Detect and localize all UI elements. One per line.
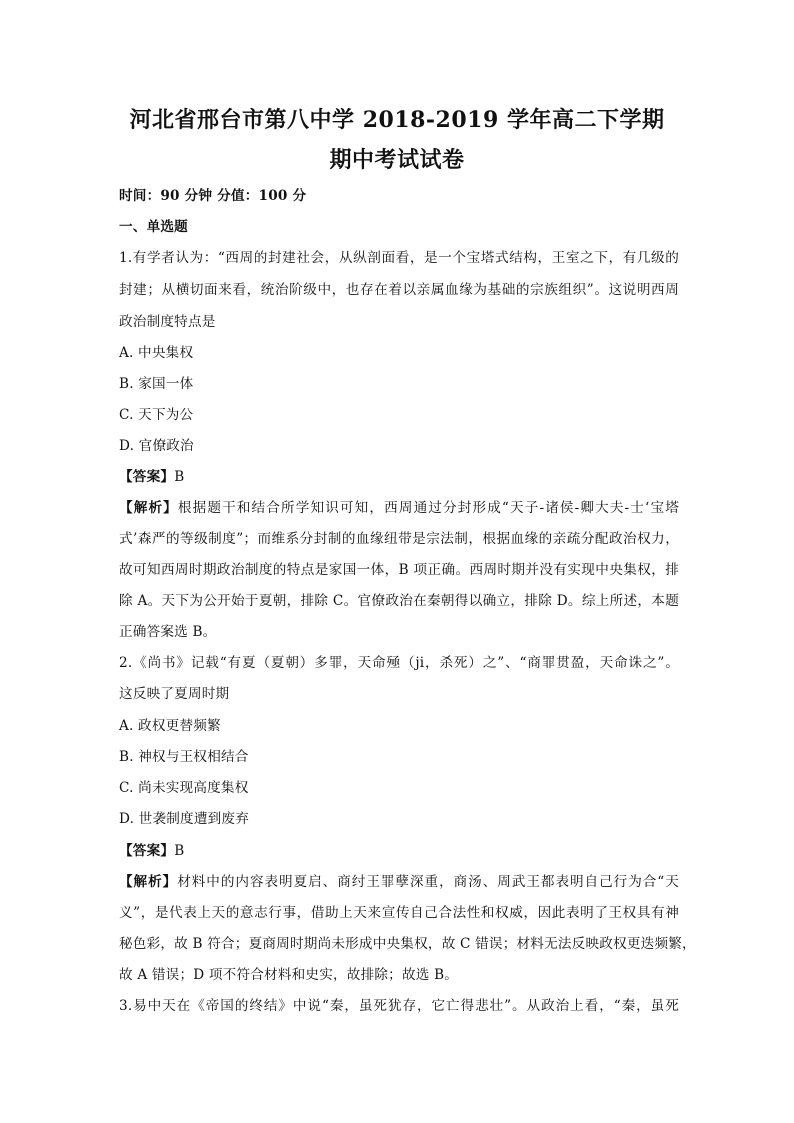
q2-analysis-line-2: 义”，是代表上天的意志行事，借助上天来宣传自己合法性和权威，因此表明了王权具有神	[119, 905, 679, 921]
q1-option-a: A. 中央集权	[119, 345, 194, 361]
q2-stem-line-2: 这反映了夏周时期	[119, 686, 230, 702]
q1-option-d: D. 官僚政治	[119, 438, 194, 454]
q1-analysis-line-4: 除 A。天下为公开始于夏朝，排除 C。官僚政治在秦朝得以确立，排除 D。综上所述，本题	[119, 593, 679, 609]
q1-analysis-line-1	[119, 498, 679, 518]
answer-value: B	[174, 843, 185, 859]
exam-subtitle: 期中考试试卷	[329, 147, 465, 173]
q2-answer	[119, 841, 679, 861]
q2-stem-line-1: 2.《尚书》记载“有夏（夏朝）多罪，天命殛（ji，杀死）之”、“商罪贯盈，天命诛之”。	[119, 655, 679, 671]
q2-option-d: D. 世袭制度遭到废弃	[119, 811, 250, 827]
answer-value: B	[174, 469, 185, 485]
q1-stem-line-3: 政治制度特点是	[119, 314, 216, 330]
answer-tag: 【答案】	[119, 843, 175, 859]
q2-analysis-line-1	[119, 872, 679, 892]
q1-option-c: C. 天下为公	[119, 407, 194, 423]
q3-stem-line-1: 3.易中天在《帝国的终结》中说“秦，虽死犹存，它亡得悲壮”。从政治上看，“秦，虽死	[119, 998, 679, 1014]
analysis-tag: 【解析】	[119, 500, 178, 516]
q1-analysis-line-5: 正确答案选 B。	[119, 624, 217, 640]
analysis-text: 根据题干和结合所学知识可知，西周通过分封形成“天子-诸侯-卿大夫-士‘宝塔	[177, 500, 679, 516]
q2-option-c: C. 尚未实现高度集权	[119, 780, 249, 796]
q2-analysis-line-4: 故 A 错误；D 项不符合材料和史实，故排除；故选 B。	[119, 967, 459, 983]
section-heading: 一、单选题	[119, 219, 188, 235]
answer-tag: 【答案】	[119, 469, 175, 485]
q1-stem-line-2: 封建；从横切面来看，统治阶级中，也存在着以亲属血缘为基础的宗族组织”。这说明西周	[119, 282, 679, 298]
exam-title: 河北省邢台市第八中学 2018-2019 学年高二下学期	[129, 107, 665, 133]
q1-answer	[119, 467, 679, 487]
q2-option-a: A. 政权更替频繁	[119, 718, 221, 734]
q1-analysis-line-2: 式’森严的等级制度”；而维系分封制的血缘纽带是宗法制，根据血缘的亲疏分配政治权力，	[119, 531, 679, 547]
q1-stem-line-1: 1.有学者认为：“西周的封建社会，从纵剖面看，是一个宝塔式结构，王室之下，有几级的	[119, 250, 679, 266]
q1-option-b: B. 家国一体	[119, 376, 194, 392]
analysis-tag: 【解析】	[119, 874, 178, 890]
q2-analysis-line-3: 秘色彩，故 B 符合；夏商周时期尚未形成中央集权，故 C 错误；材料无法反映政权更迭频繁，	[119, 936, 696, 952]
q1-analysis-line-3: 故可知西周时期政治制度的特点是家国一体，B 项正确。西周时期并没有实现中央集权，排	[119, 562, 679, 578]
analysis-text: 材料中的内容表明夏启、商纣王罪孽深重，商汤、周武王都表明自己行为合“天	[177, 874, 679, 890]
exam-meta: 时间：90 分钟 分值：100 分	[119, 188, 307, 204]
q2-option-b: B. 神权与王权相结合	[119, 749, 249, 765]
